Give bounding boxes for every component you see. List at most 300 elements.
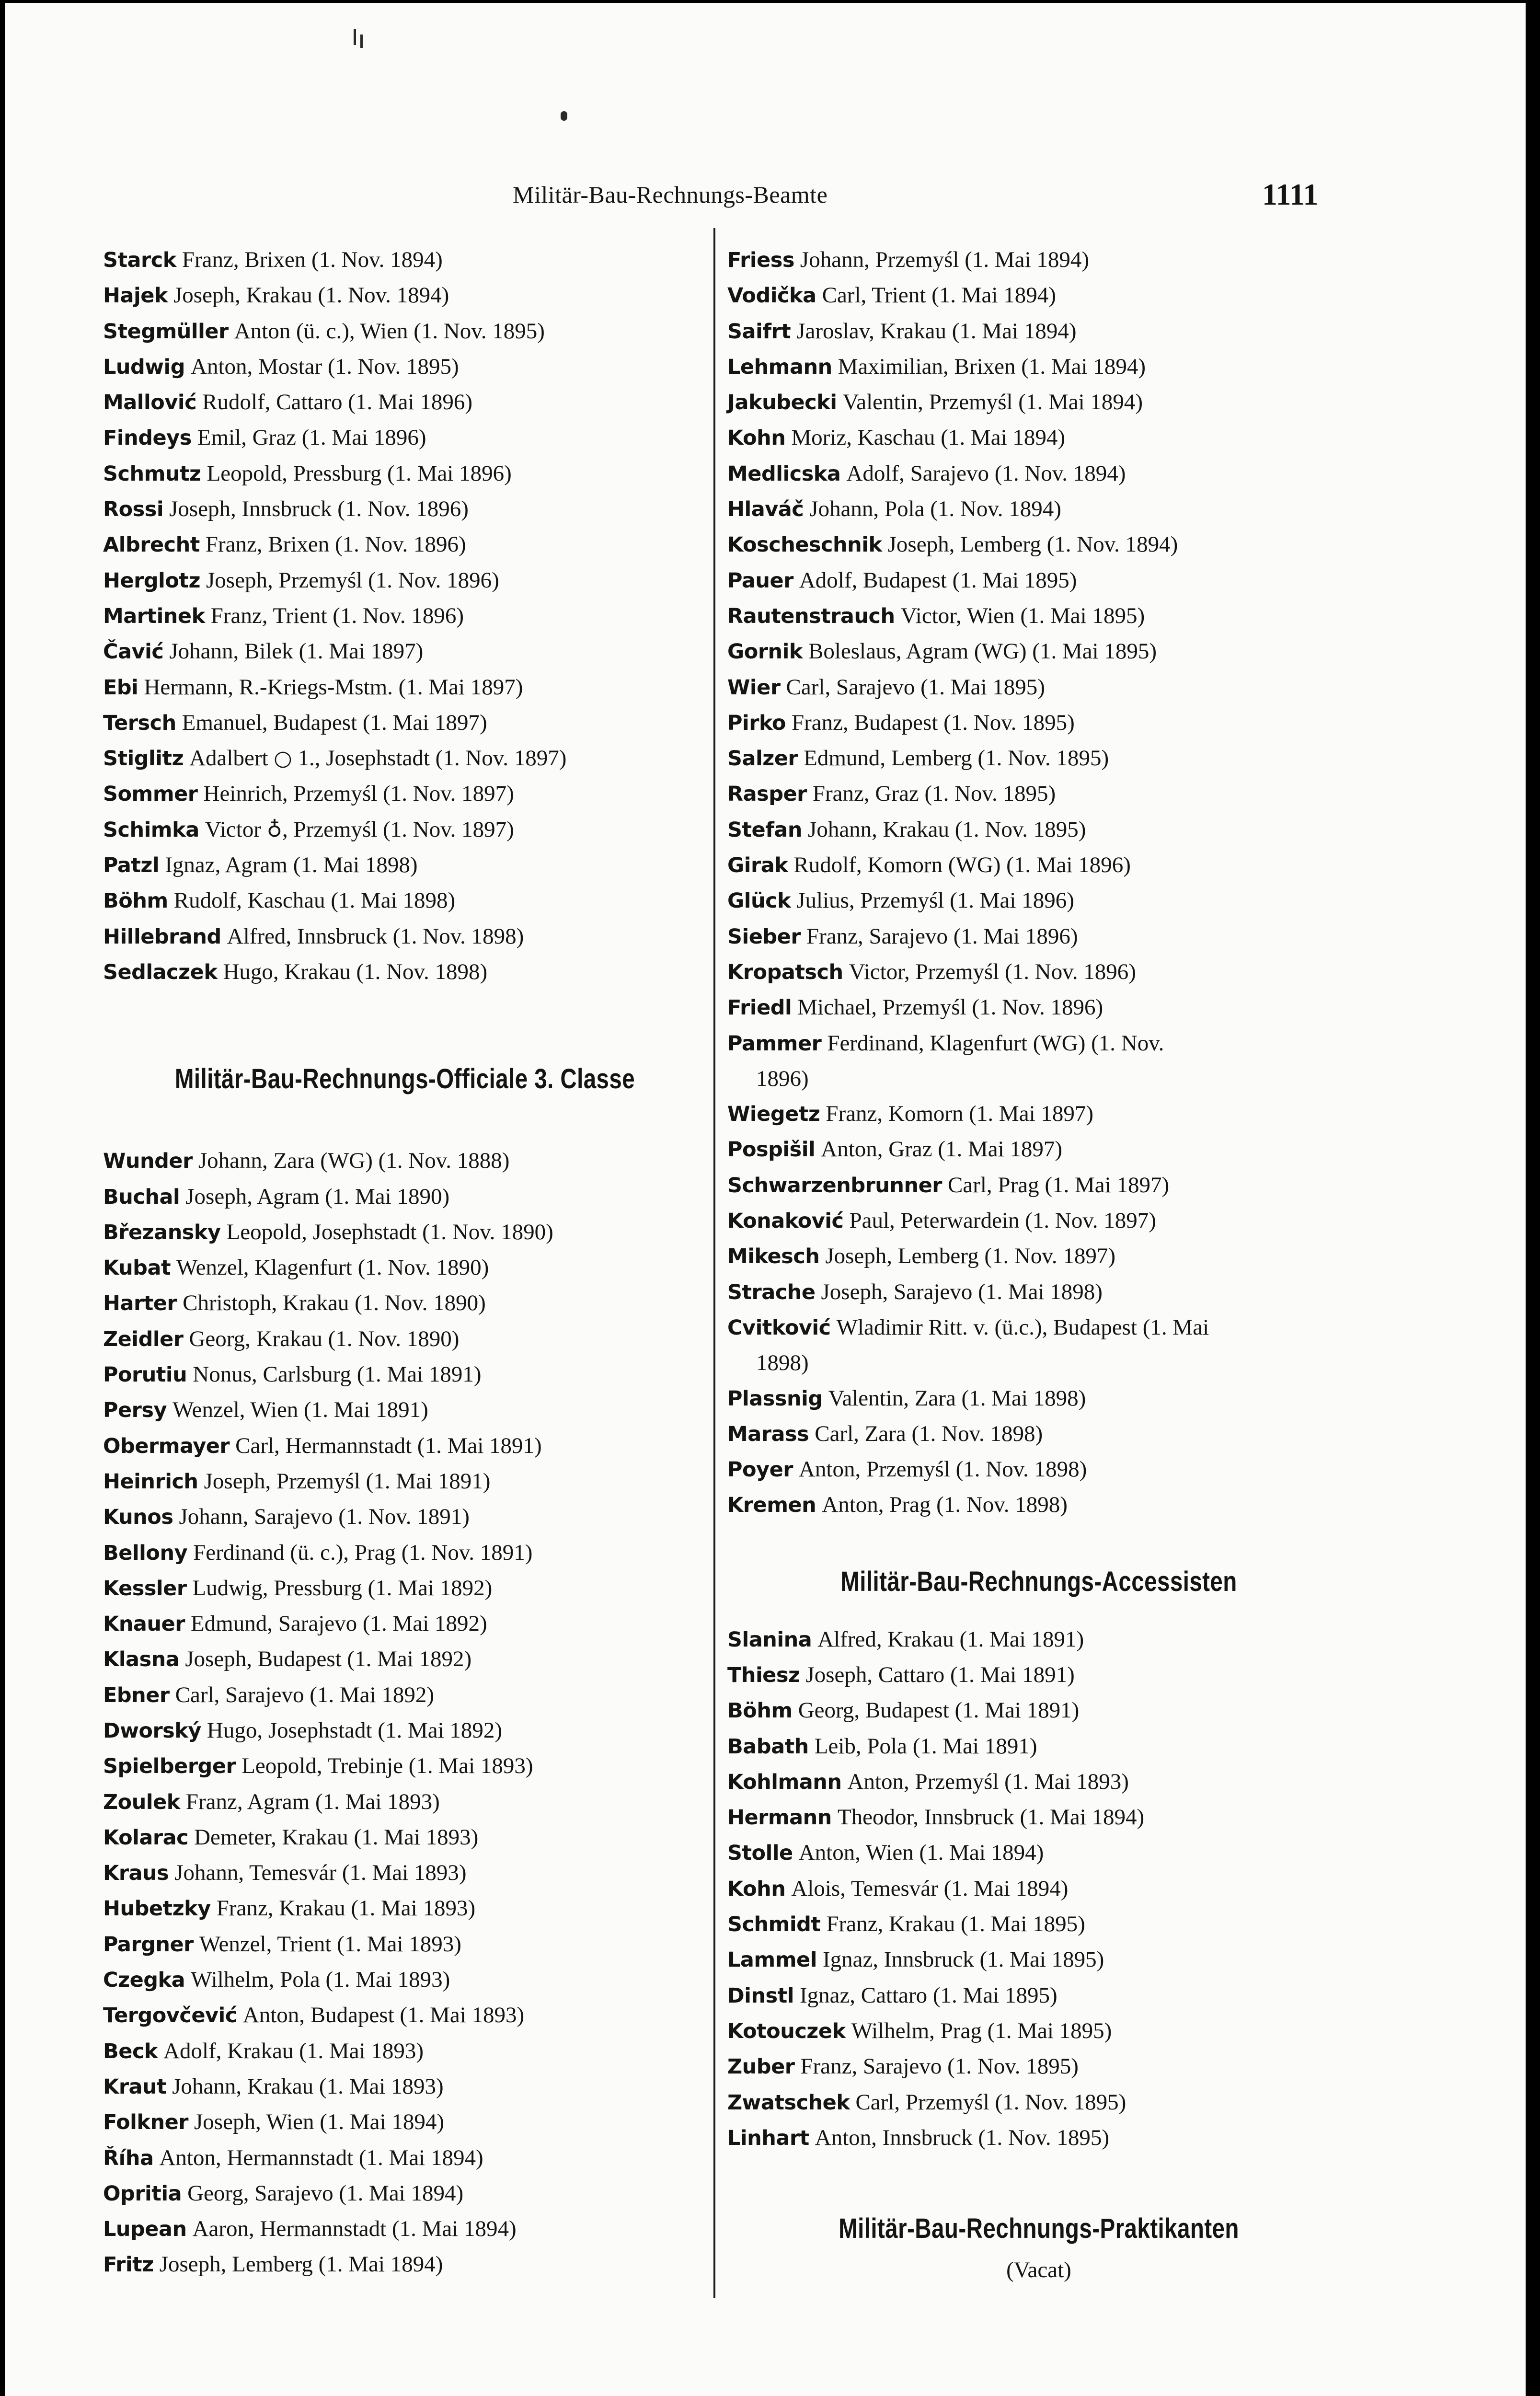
surname: Buchal — [103, 1185, 180, 1209]
surname: Fritz — [103, 2253, 154, 2277]
scan-speck — [354, 29, 356, 45]
entry-detail: Joseph, Lemberg (1. Mai 1894) — [159, 2252, 443, 2277]
scanned-page — [5, 3, 1526, 2396]
entry-detail: Maximilian, Brixen (1. Mai 1894) — [838, 354, 1146, 379]
entry-detail: Georg, Krakau (1. Nov. 1890) — [189, 1326, 460, 1351]
list-item — [103, 1820, 707, 1855]
entry-list — [103, 1143, 707, 2283]
surname: Zwatschek — [727, 2090, 850, 2115]
surname: Ludwig — [103, 355, 185, 379]
entry-detail: Moriz, Kaschau (1. Mai 1894) — [791, 425, 1066, 450]
list-item — [103, 812, 707, 848]
entry-detail: Alois, Temesvár (1. Mai 1894) — [791, 1876, 1069, 1901]
list-item — [103, 456, 707, 492]
entry-detail: Alfred, Krakau (1. Mai 1891) — [817, 1626, 1084, 1652]
entry-detail: Hugo, Josephstadt (1. Mai 1892) — [207, 1717, 503, 1743]
list-item — [727, 314, 1350, 349]
list-item — [103, 242, 707, 278]
surname: Vodička — [727, 284, 816, 308]
entry-detail: Alfred, Innsbruck (1. Nov. 1898) — [227, 923, 524, 949]
list-item — [727, 1026, 1350, 1097]
entry-detail: Johann, Sarajevo (1. Nov. 1891) — [179, 1504, 470, 1530]
list-item — [727, 2120, 1350, 2156]
list-item — [103, 1179, 707, 1215]
entry-list — [103, 848, 707, 990]
list-item — [727, 1693, 1350, 1728]
surname: Dworský — [103, 1718, 201, 1743]
entry-detail: Johann, Krakau (1. Mai 1893) — [172, 2073, 444, 2099]
entry-detail: Victor, Wien (1. Mai 1895) — [900, 603, 1145, 628]
surname: Sedlaczek — [103, 960, 218, 984]
given-name: Adalbert — [189, 746, 268, 771]
list-item — [103, 527, 707, 563]
entry-detail: Anton, Graz (1. Mai 1897) — [821, 1137, 1063, 1162]
list-item — [103, 1962, 707, 1998]
list-item — [727, 919, 1350, 955]
surname: Albrecht — [103, 533, 200, 557]
list-item — [103, 1678, 707, 1713]
list-item — [103, 492, 707, 527]
entry-detail: Carl, Sarajevo (1. Mai 1895) — [786, 674, 1045, 700]
surname: Babath — [727, 1734, 809, 1759]
list-item — [727, 1942, 1350, 1978]
entry-detail: Edmund, Lemberg (1. Nov. 1895) — [804, 746, 1109, 771]
list-item — [727, 1835, 1350, 1871]
surname: Harter — [103, 1291, 177, 1316]
entry-list — [727, 1622, 1350, 2156]
entry-detail: Wilhelm, Pola (1. Mai 1893) — [191, 1967, 450, 1993]
surname: Kremen — [727, 1493, 816, 1518]
entry-detail: Valentin, Przemyśl (1. Mai 1894) — [842, 390, 1143, 415]
entry-detail: Michael, Przemyśl (1. Nov. 1896) — [797, 995, 1103, 1020]
surname: Böhm — [727, 1699, 793, 1723]
vacat-note: (Vacat) — [1006, 2258, 1071, 2283]
list-item — [727, 599, 1350, 634]
entry-detail: Johann, Pola (1. Nov. 1894) — [809, 496, 1061, 522]
surname: Girak — [727, 853, 788, 878]
list-item — [727, 705, 1350, 741]
entry-detail: Ignaz, Agram (1. Mai 1898) — [165, 852, 418, 878]
list-item — [727, 990, 1350, 1025]
surname: Cvitković — [727, 1315, 831, 1340]
section-heading: Militär-Bau-Rechnungs-Accessisten — [840, 1566, 1237, 1597]
list-item — [727, 527, 1350, 563]
entry-detail: Carl, Sarajevo (1. Mai 1892) — [175, 1682, 435, 1707]
entry-detail: Franz, Brixen (1. Nov. 1894) — [182, 247, 443, 272]
entry-detail: Hermann, R.-Kriegs-Mstm. (1. Mai 1897) — [144, 674, 523, 700]
surname: Kubat — [103, 1256, 171, 1280]
surname: Beck — [103, 2039, 158, 2063]
entry-detail: Joseph, Cattaro (1. Mai 1891) — [805, 1662, 1075, 1687]
surname: Wier — [727, 675, 781, 700]
list-item — [103, 1998, 707, 2033]
surname: Wiegetz — [727, 1102, 820, 1127]
surname: Saifrt — [727, 319, 791, 344]
surname: Kohlmann — [727, 1770, 842, 1794]
list-item — [727, 1096, 1350, 1132]
entry-detail: Leopold, Trebinje (1. Mai 1893) — [241, 1753, 533, 1779]
entry-detail: Heinrich, Przemyśl (1. Nov. 1897) — [203, 781, 514, 806]
surname: Stefan — [727, 818, 803, 842]
list-item — [727, 955, 1350, 990]
list-item — [103, 2069, 707, 2105]
entry-list — [103, 242, 707, 741]
column-divider — [713, 228, 715, 2298]
list-item — [727, 1487, 1350, 1523]
surname: Herglotz — [103, 568, 201, 593]
list-item — [103, 1571, 707, 1606]
list-item — [103, 2212, 707, 2247]
surname: Pargner — [103, 1932, 194, 1957]
surname: Heinrich — [103, 1469, 198, 1494]
surname: Pirko — [727, 711, 786, 735]
entry-detail: Theodor, Innsbruck (1. Mai 1894) — [837, 1805, 1145, 1830]
surname: Tergovčević — [103, 2004, 237, 2028]
surname: Březansky — [103, 1220, 221, 1244]
surname: Hermann — [727, 1806, 832, 1830]
entry-detail: Anton (ü. c.), Wien (1. Nov. 1895) — [234, 318, 545, 344]
entry-detail: Boleslaus, Agram (WG) (1. Mai 1895) — [808, 639, 1157, 664]
list-item — [727, 883, 1350, 919]
list-item — [103, 1713, 707, 1749]
scan-speck — [561, 111, 567, 121]
list-item — [103, 1357, 707, 1393]
entry-detail: Anton, Mostar (1. Nov. 1895) — [191, 354, 459, 379]
entry-detail: Aaron, Hermannstadt (1. Mai 1894) — [192, 2216, 517, 2242]
page-header — [5, 171, 1526, 219]
list-item — [727, 420, 1350, 456]
list-item — [103, 2105, 707, 2140]
list-item — [727, 2049, 1350, 2085]
surname: Zeidler — [103, 1327, 184, 1351]
entry-detail: Victor, Przemyśl (1. Nov. 1896) — [849, 959, 1136, 984]
entry-detail: Valentin, Zara (1. Mai 1898) — [828, 1385, 1086, 1411]
surname: Ebi — [103, 675, 138, 700]
list-item — [727, 2014, 1350, 2049]
list-item — [103, 2141, 707, 2176]
surname: Stolle — [727, 1841, 793, 1866]
surname: Konaković — [727, 1209, 844, 1233]
list-item — [103, 1464, 707, 1499]
list-item — [103, 563, 707, 599]
entry-detail: Anton, Prag (1. Nov. 1898) — [822, 1492, 1068, 1518]
entry-detail: Carl, Zara (1. Nov. 1898) — [815, 1421, 1043, 1446]
surname: Lehmann — [727, 355, 832, 379]
surname: Patzl — [103, 853, 160, 878]
list-item — [103, 2034, 707, 2069]
entry-detail: Wenzel, Trient (1. Mai 1893) — [199, 1931, 461, 1957]
surname: Martinek — [103, 604, 205, 628]
order-symbol: ○ — [274, 746, 292, 771]
entry-detail: Franz, Krakau (1. Mai 1893) — [216, 1896, 476, 1921]
entry-detail: Leopold, Pressburg (1. Mai 1896) — [207, 461, 512, 486]
surname: Wunder — [103, 1149, 193, 1174]
surname: Mallović — [103, 391, 197, 415]
surname: Klasna — [103, 1647, 180, 1672]
list-item — [103, 1535, 707, 1571]
entry-detail: Franz, Trient (1. Nov. 1896) — [210, 603, 464, 628]
entry-detail: Wenzel, Wien (1. Mai 1891) — [172, 1397, 428, 1423]
right-column — [727, 242, 1350, 2288]
surname: Schmidt — [727, 1912, 821, 1937]
surname: Jakubecki — [727, 391, 837, 415]
entry-detail: Franz, Sarajevo (1. Mai 1896) — [806, 923, 1078, 949]
entry-detail: Johann, Krakau (1. Nov. 1895) — [808, 817, 1086, 842]
list-item — [727, 2085, 1350, 2120]
entry-detail: , Przemyśl (1. Nov. 1897) — [282, 817, 514, 842]
list-item — [103, 670, 707, 705]
list-item — [727, 563, 1350, 599]
list-item — [103, 1286, 707, 1321]
list-item — [103, 420, 707, 456]
list-item — [727, 1978, 1350, 2014]
entry-detail: Joseph, Lemberg (1. Nov. 1897) — [825, 1244, 1116, 1269]
list-item — [103, 955, 707, 990]
surname: Kohn — [727, 426, 786, 450]
surname: Lammel — [727, 1948, 817, 1972]
list-item — [727, 1907, 1350, 1942]
list-item — [727, 278, 1350, 313]
list-item — [103, 1322, 707, 1357]
entry-detail: Joseph, Innsbruck (1. Nov. 1896) — [169, 496, 469, 522]
surname: Rasper — [727, 782, 807, 806]
surname: Czegka — [103, 1968, 185, 1993]
entry-detail: Joseph, Sarajevo (1. Mai 1898) — [821, 1279, 1103, 1304]
entry-detail: Johann, Przemyśl (1. Mai 1894) — [800, 247, 1090, 272]
surname: Schimka — [103, 818, 199, 842]
entry-detail: Joseph, Budapest (1. Mai 1892) — [185, 1647, 472, 1672]
list-item — [103, 1393, 707, 1428]
entry-detail: Nonus, Carlsburg (1. Mai 1891) — [193, 1362, 482, 1387]
surname: Poyer — [727, 1458, 793, 1482]
surname: Zoulek — [103, 1790, 180, 1814]
surname: Kropatsch — [727, 960, 843, 984]
surname: Friedl — [727, 996, 792, 1020]
surname: Dinstl — [727, 1983, 794, 2008]
entry-detail: Rudolf, Kaschau (1. Mai 1898) — [173, 888, 456, 913]
surname: Sieber — [727, 924, 801, 949]
entry-detail: Johann, Zara (WG) (1. Nov. 1888) — [198, 1148, 510, 1174]
list-item — [727, 1132, 1350, 1167]
page-number: 1111 — [1262, 177, 1319, 211]
list-item — [727, 1658, 1350, 1693]
surname: Koscheschnik — [727, 533, 882, 557]
entry-detail: Franz, Budapest (1. Nov. 1895) — [791, 710, 1075, 735]
list-item — [727, 1871, 1350, 1907]
list-item — [103, 1642, 707, 1677]
surname: Schmutz — [103, 461, 201, 486]
list-item — [727, 1800, 1350, 1835]
list-item — [727, 1168, 1350, 1203]
entry-detail: Julius, Przemyśl (1. Mai 1896) — [796, 888, 1074, 913]
entry-detail: Ignaz, Cattaro (1. Mai 1895) — [799, 1982, 1057, 2008]
entry-detail: Wilhelm, Prag (1. Mai 1895) — [851, 2018, 1112, 2043]
entry-detail: Anton, Przemyśl (1. Mai 1893) — [847, 1769, 1129, 1794]
surname: Pospišil — [727, 1138, 816, 1162]
list-item — [103, 1891, 707, 1926]
entry-list — [727, 1381, 1350, 1523]
surname: Hlaváč — [727, 497, 804, 522]
list-item — [103, 1499, 707, 1535]
entry-detail: Rudolf, Komorn (WG) (1. Mai 1896) — [793, 852, 1131, 878]
entry-detail: Joseph, Lemberg (1. Nov. 1894) — [887, 532, 1178, 557]
surname: Rautenstrauch — [727, 604, 895, 628]
entry-detail: Franz, Krakau (1. Mai 1895) — [826, 1912, 1085, 1937]
list-item — [727, 1452, 1350, 1487]
entry-detail: Franz, Komorn (1. Mai 1897) — [826, 1101, 1094, 1127]
list-item — [103, 1855, 707, 1891]
entry-detail: Joseph, Krakau (1. Nov. 1894) — [173, 283, 449, 308]
surname: Kohn — [727, 1877, 786, 1901]
surname: Porutiu — [103, 1363, 187, 1387]
surname: Böhm — [103, 889, 168, 913]
list-item — [727, 1622, 1350, 1658]
given-name: Victor — [205, 817, 261, 842]
surname: Pauer — [727, 568, 793, 593]
entry-detail: Leib, Pola (1. Mai 1891) — [814, 1733, 1037, 1759]
order-symbol: ♁ — [266, 817, 282, 842]
entry-detail: Carl, Trient (1. Mai 1894) — [822, 283, 1056, 308]
entry-detail: Franz, Sarajevo (1. Nov. 1895) — [800, 2054, 1079, 2079]
surname: Opritia — [103, 2181, 182, 2206]
list-item — [103, 634, 707, 669]
surname: Lupean — [103, 2217, 187, 2242]
surname: Obermayer — [103, 1434, 230, 1458]
list-item — [727, 812, 1350, 848]
entry-detail: Georg, Sarajevo (1. Mai 1894) — [187, 2180, 464, 2206]
list-item — [103, 848, 707, 883]
entry-detail: Adolf, Krakau (1. Mai 1893) — [163, 2038, 424, 2063]
entry-detail: Carl, Prag (1. Mai 1897) — [948, 1172, 1170, 1198]
left-column — [103, 242, 707, 2283]
entry-detail: Anton, Hermannstadt (1. Mai 1894) — [159, 2145, 483, 2170]
entry-detail: Emil, Graz (1. Mai 1896) — [197, 425, 426, 450]
section-heading: Militär-Bau-Rechnungs-Praktikanten — [839, 2213, 1239, 2245]
entry-detail: Christoph, Krakau (1. Nov. 1890) — [183, 1290, 486, 1316]
entry-continuation: 1898) — [756, 1350, 809, 1376]
list-item — [103, 2247, 707, 2282]
list-item — [103, 741, 707, 776]
entry-detail: Franz, Agram (1. Mai 1893) — [185, 1789, 440, 1814]
entry-detail: Joseph, Przemyśl (1. Mai 1891) — [204, 1468, 491, 1494]
surname: Schwarzenbrunner — [727, 1173, 942, 1198]
surname: Folkner — [103, 2110, 188, 2135]
surname: Starck — [103, 248, 176, 272]
surname: Gornik — [727, 640, 803, 664]
surname: Kotouczek — [727, 2019, 846, 2043]
list-item — [103, 705, 707, 741]
surname: Hubetzky — [103, 1897, 211, 1921]
surname: Kunos — [103, 1505, 173, 1530]
surname: Salzer — [727, 747, 798, 771]
entry-detail: Johann, Bilek (1. Mai 1897) — [169, 639, 424, 664]
list-item — [727, 1310, 1350, 1381]
entry-detail: Anton, Innsbruck (1. Nov. 1895) — [815, 2125, 1110, 2150]
entry-detail: Joseph, Wien (1. Mai 1894) — [194, 2109, 445, 2135]
list-item — [103, 1749, 707, 1784]
list-item — [727, 1203, 1350, 1239]
entry-detail: Adolf, Sarajevo (1. Nov. 1894) — [846, 461, 1126, 486]
list-item — [103, 385, 707, 420]
list-item — [103, 1143, 707, 1179]
surname: Knauer — [103, 1612, 185, 1636]
entry-detail: Johann, Temesvár (1. Mai 1893) — [174, 1860, 467, 1886]
surname: Kessler — [103, 1576, 187, 1601]
entry-list — [727, 1096, 1350, 1310]
list-item — [727, 741, 1350, 776]
surname: Marass — [727, 1422, 809, 1446]
entry-detail: Paul, Peterwardein (1. Nov. 1897) — [849, 1208, 1156, 1233]
surname: Kraus — [103, 1861, 169, 1886]
surname: Glück — [727, 889, 791, 913]
entry-detail: Wladimir Ritt. v. (ü.c.), Budapest (1. Mai — [836, 1314, 1209, 1340]
surname: Medlicska — [727, 461, 841, 486]
list-item — [727, 1417, 1350, 1452]
list-item — [727, 634, 1350, 669]
list-item — [103, 1927, 707, 1962]
entry-detail: Ferdinand, Klagenfurt (WG) (1. Nov. — [827, 1030, 1164, 1056]
list-item — [103, 2176, 707, 2212]
list-item — [727, 242, 1350, 278]
list-item — [727, 1764, 1350, 1800]
surname: Sommer — [103, 782, 198, 806]
list-item — [103, 919, 707, 955]
entry-detail: Carl, Przemyśl (1. Nov. 1895) — [855, 2089, 1126, 2115]
entry-detail: Emanuel, Budapest (1. Mai 1897) — [182, 710, 487, 735]
surname: Mikesch — [727, 1244, 820, 1269]
list-item — [727, 776, 1350, 812]
surname: Friess — [727, 248, 794, 272]
surname: Hajek — [103, 284, 168, 308]
entry-list — [727, 242, 1350, 1026]
entry-detail: Leopold, Josephstadt (1. Nov. 1890) — [226, 1219, 553, 1244]
entry-detail: Wenzel, Klagenfurt (1. Nov. 1890) — [176, 1255, 489, 1280]
entry-detail: Carl, Hermannstadt (1. Mai 1891) — [235, 1433, 542, 1458]
entry-detail: Rudolf, Cattaro (1. Mai 1896) — [202, 390, 473, 415]
list-item — [727, 492, 1350, 527]
surname: Hillebrand — [103, 924, 221, 949]
list-item — [103, 1215, 707, 1250]
list-item — [727, 1381, 1350, 1417]
surname: Findeys — [103, 426, 192, 450]
surname: Thiesz — [727, 1663, 800, 1687]
surname: Pammer — [727, 1031, 822, 1056]
surname: Říha — [103, 2146, 154, 2170]
entry-detail: Anton, Wien (1. Mai 1894) — [798, 1840, 1044, 1866]
running-title: Militär-Bau-Rechnungs-Beamte — [513, 181, 828, 208]
list-item — [103, 776, 707, 812]
scan-speck — [360, 35, 363, 48]
list-item — [727, 1729, 1350, 1764]
surname: Linhart — [727, 2126, 809, 2150]
list-item — [103, 599, 707, 634]
entry-detail: Georg, Budapest (1. Mai 1891) — [798, 1698, 1080, 1723]
entry-continuation: 1896) — [756, 1066, 809, 1091]
list-item — [103, 1428, 707, 1464]
surname: Plassnig — [727, 1386, 823, 1411]
entry-detail: Jaroslav, Krakau (1. Mai 1894) — [796, 318, 1077, 344]
surname: Strache — [727, 1280, 816, 1304]
list-item — [727, 456, 1350, 492]
surname: Čavić — [103, 640, 164, 664]
entry-detail: Ludwig, Pressburg (1. Mai 1892) — [192, 1575, 493, 1601]
list-item — [103, 1785, 707, 1820]
list-item — [103, 1606, 707, 1642]
surname: Bellony — [103, 1541, 188, 1565]
entry-detail: Edmund, Sarajevo (1. Mai 1892) — [190, 1611, 487, 1636]
surname: Stiglitz — [103, 747, 184, 771]
list-item — [727, 848, 1350, 883]
